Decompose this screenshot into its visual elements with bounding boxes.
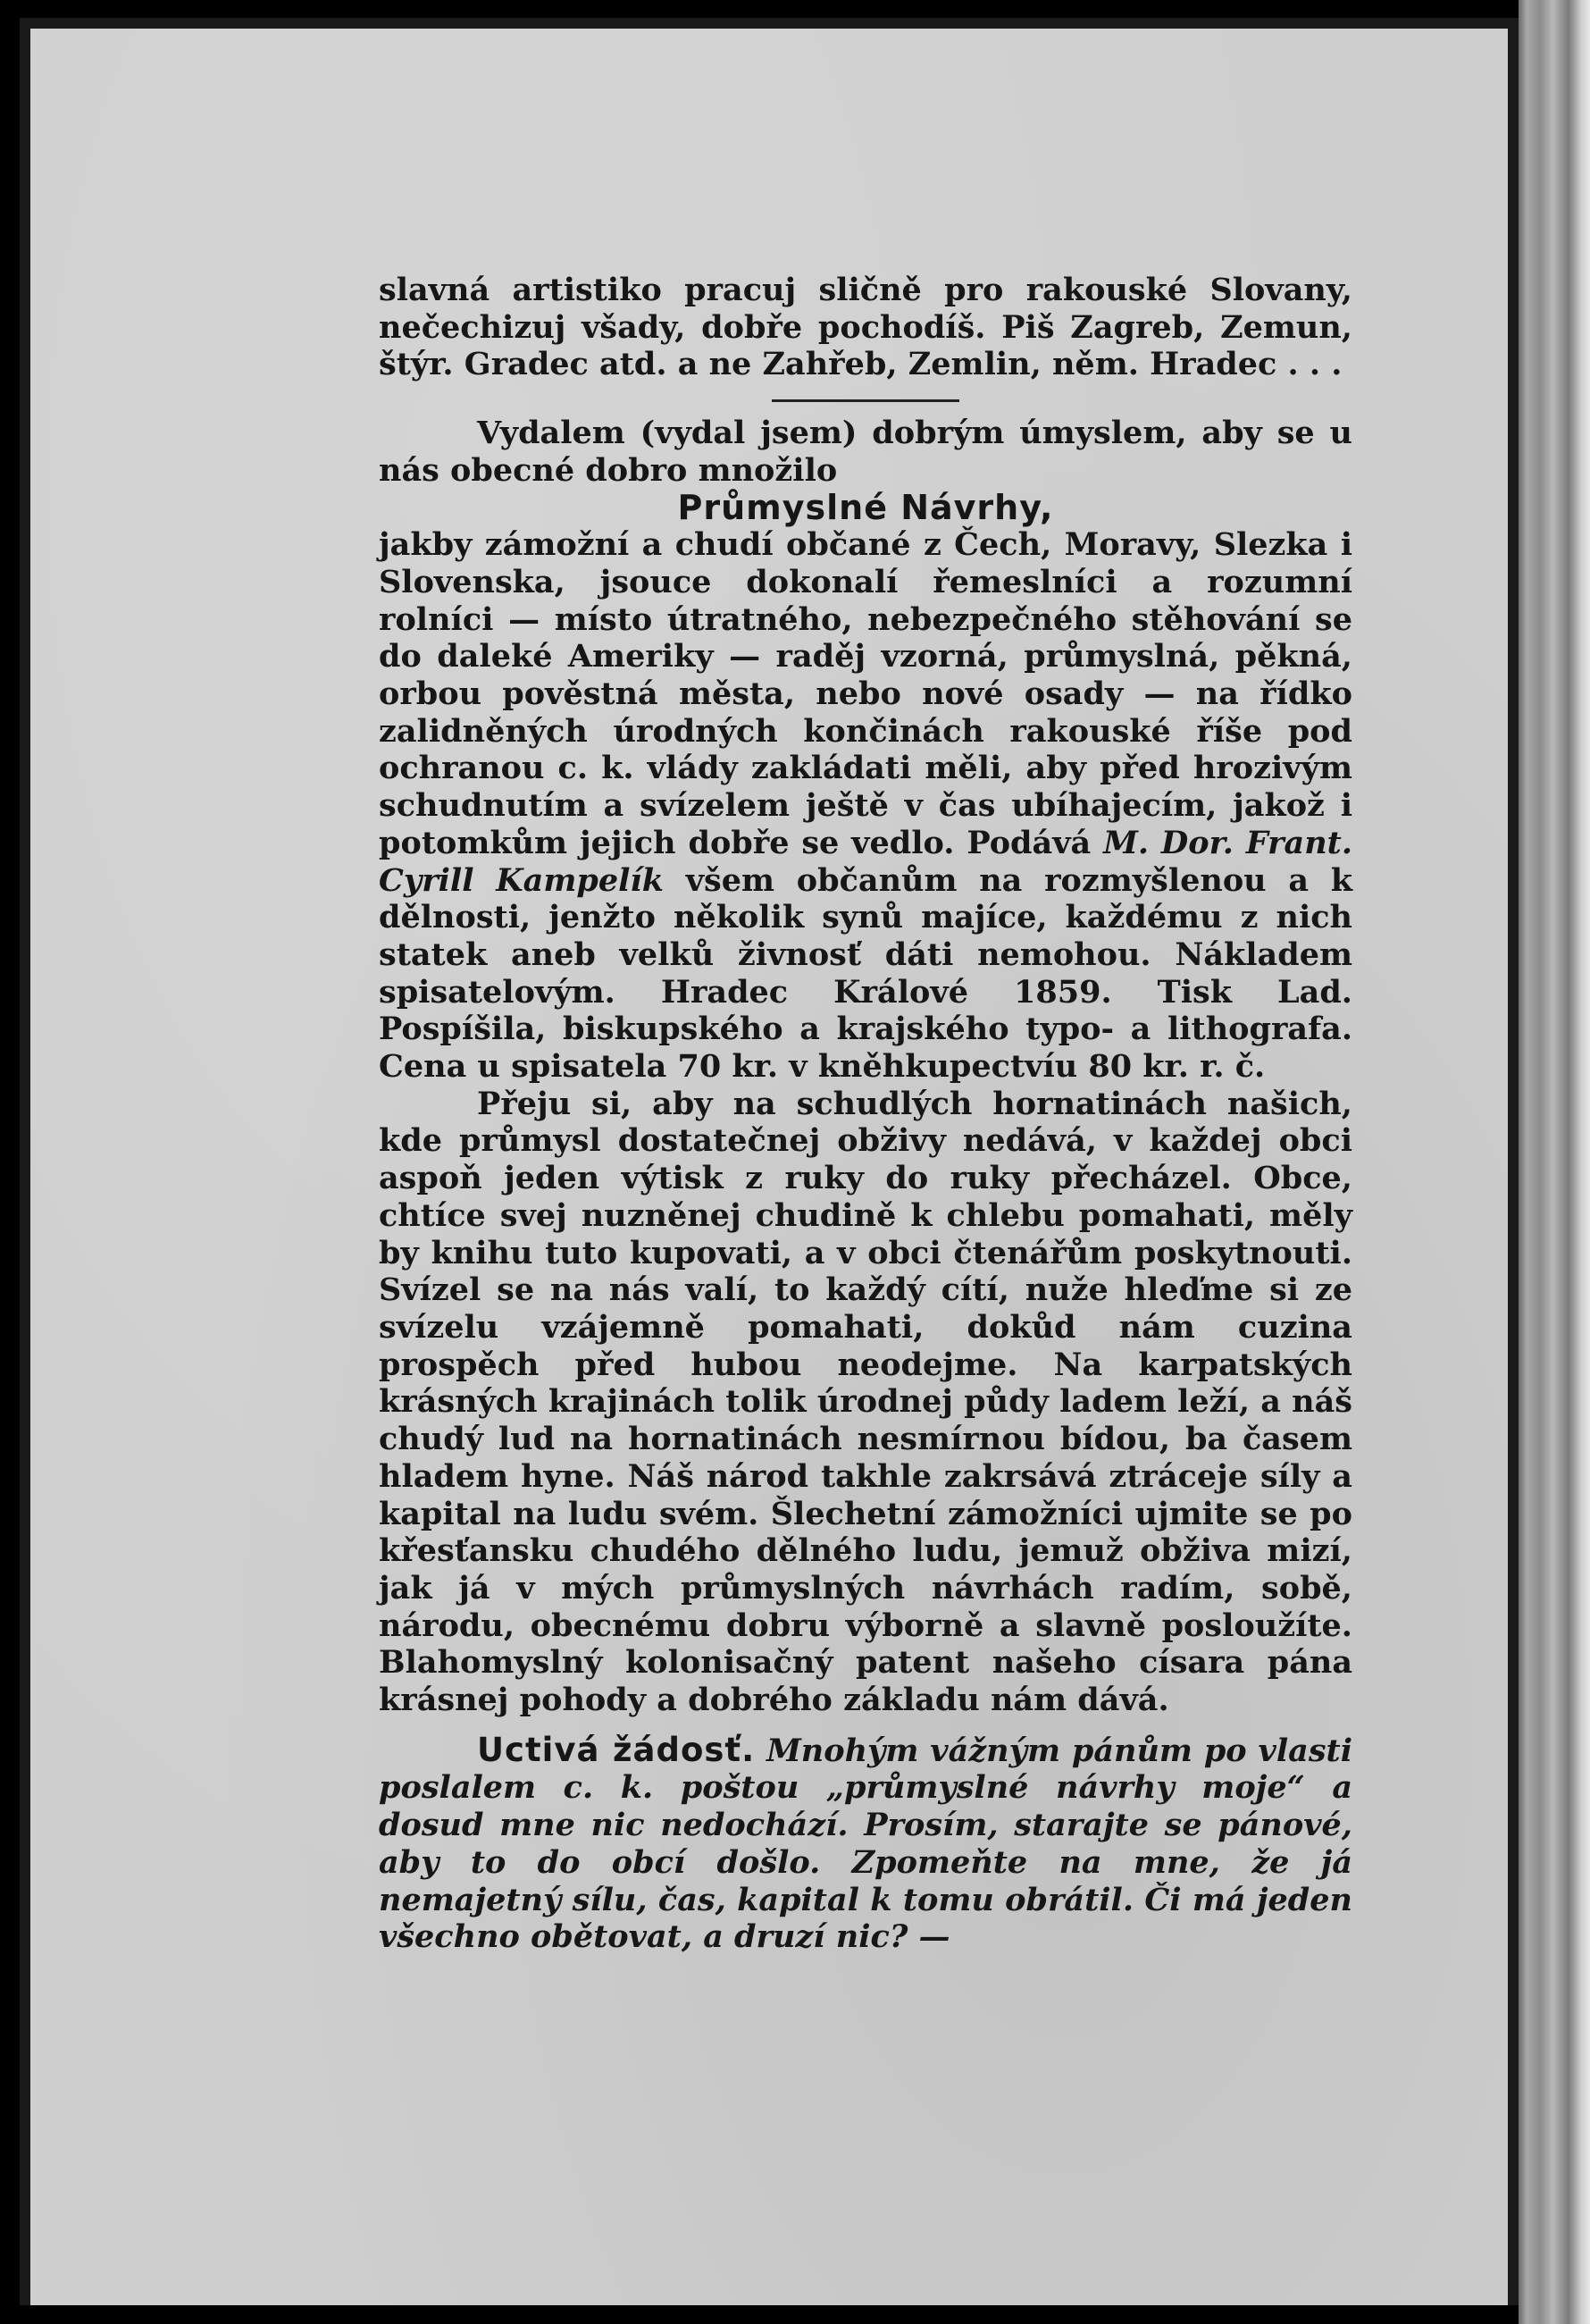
document-page bbox=[30, 29, 1508, 2305]
description-text-2: všem občanům na rozmyšlenou a k dělnosti, jenžto několik synů majíce, každému z nich statek aneb velků živnosť dáti nemohou. Nákladem spisatelovým. Hradec Králové 1859. Tisk Lad. Pospíšila, biskupského a krajského typo- a lithografa. Cena u spisatela 70 kr. v kněhkupectvíu 80 kr. r. č. bbox=[379, 861, 1353, 1086]
paragraph-wish: Přeju si, aby na schudlých hornatinách našich, kde průmysl dostatečnej obživy nedává, v každej obci aspoň jeden výtisk z ruky do ruky přecházel. Obce, chtíce svej nuzněnej chudině k chlebu pomahati, měly by knihu tuto kupovati, a v obci čtenářům poskytnouti. Svízel se na nás valí, to každý cítí, nuže hleďme si ze svízelu vzájemně pomahati, dokůd nám cuzina prospěch před hubou neodejme. Na karpatských krásných krajinách tolik úrodnej půdy ladem leží, a náš chudý lud na hornatinách nesmírnou bídou, ba časem hladem hyne. Náš národ takhle zakrsává ztráceje síly a kapital na ludu svém. Šlechetní zámožníci ujmite se po křesťansku chudého dělného ludu, jemuž obživa mizí, jak já v mých průmyslných návrhách radím, sobě, národu, obecnému dobru výborně a slavně posloužíte. Blahomyslný kolonisačný patent našeho císara pána krásnej pohody a dobrého základu nám dává. bbox=[379, 1085, 1352, 1719]
paragraph-published: Vydalem (vydal jsem) dobrým úmyslem, aby se u nás obecné dobro množilo bbox=[379, 415, 1352, 489]
paragraph-intro: slavná artistiko pracuj sličně pro rakouské Slovany, nečechizuj všady, dobře pochodíš. Piš Zagreb, Zemun, štýr. Gradec atd. a ne Zahřeb, Zemlin, něm. Hradec . . . bbox=[379, 272, 1352, 383]
paragraph-request bbox=[379, 1732, 1352, 1956]
book-edge bbox=[1519, 0, 1590, 2324]
description-text-1: jakby zámožní a chudí občané z Čech, Moravy, Slezka i Slovenska, jsouce dokonalí řemeslníci a rozumní rolníci — místo útratného, nebezpečného stěhování se do daleké Ameriky — raděj vzorná, průmyslná, pěkná, orbou pověstná města, nebo nové osady — na řídko zalidněných úrodných končinách rakouské říše pod ochranou c. k. vlády zakládati měli, aby před hrozivým schudnutím a svízelem ještě v čas ubíhajecím, jakož i potomkům jejich dobře se vedlo. Podává bbox=[379, 526, 1352, 861]
paragraph-description bbox=[379, 526, 1352, 1086]
request-lead: Uctivá žádosť. bbox=[477, 1730, 756, 1769]
divider-rule bbox=[772, 399, 959, 402]
document-text bbox=[379, 272, 1352, 1956]
book-title: Průmyslné Návrhy, bbox=[677, 487, 1054, 527]
author-name: M. Dor. Frant. Cyrill Kampelík bbox=[379, 824, 1353, 899]
request-body: Mnohým vážným pánům po vlasti poslalem c. k. poštou „průmyslné návrhy moje“ a dosud mne nic nedochází. Prosím, starajte se pánové, aby to do obcí došlo. Zpomeňte na mne, že já nemajetný sílu, čas, kapital k tomu obrátil. Či má jeden všechno obětovat, a druzí nic? — bbox=[379, 1732, 1352, 1956]
